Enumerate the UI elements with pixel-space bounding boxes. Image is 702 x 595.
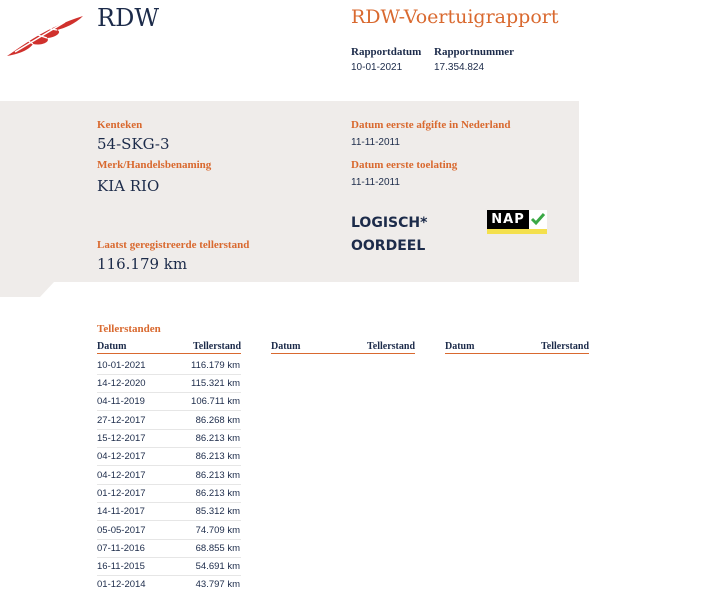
row-km: 86.213 km	[195, 470, 240, 481]
rapportdatum-label: Rapportdatum	[351, 46, 422, 58]
row-km: 68.855 km	[195, 543, 240, 554]
brand-name: RDW	[97, 4, 159, 32]
row-date: 05-05-2017	[97, 525, 146, 536]
row-km: 86.268 km	[195, 415, 240, 426]
row-km: 74.709 km	[195, 525, 240, 536]
tellerstand-label: Laatst geregistreerde tellerstand	[97, 239, 250, 251]
merk-value: KIA RIO	[97, 177, 160, 195]
table-row	[97, 411, 241, 430]
afgifte-label: Datum eerste afgifte in Nederland	[351, 119, 511, 131]
rdw-feather-logo	[5, 14, 85, 58]
nap-check-icon	[529, 210, 547, 229]
col-datum-header: Datum	[271, 341, 301, 352]
row-km: 86.213 km	[195, 488, 240, 499]
oordeel-line2: OORDEEL	[351, 238, 426, 254]
row-date: 14-12-2020	[97, 378, 146, 389]
column-header-3	[445, 341, 589, 354]
col-datum-header: Datum	[97, 341, 127, 352]
table-row	[97, 484, 241, 503]
column-header-1	[97, 341, 241, 354]
oordeel-text	[351, 212, 427, 258]
rapportdatum-value: 10-01-2021	[351, 62, 403, 73]
oordeel-line1: LOGISCH*	[351, 215, 428, 231]
row-date: 04-11-2019	[97, 396, 145, 407]
row-date: 14-11-2017	[97, 506, 145, 517]
toelating-label: Datum eerste toelating	[351, 159, 458, 171]
row-km: 54.691 km	[195, 561, 240, 572]
table-row	[97, 429, 241, 448]
col-tellerstand-header: Tellerstand	[541, 341, 589, 352]
row-km: 43.797 km	[195, 579, 240, 590]
merk-label: Merk/Handelsbenaming	[97, 159, 212, 171]
kenteken-label: Kenteken	[97, 119, 143, 131]
report-title: RDW-Voertuigrapport	[351, 6, 559, 28]
nap-label: NAP	[487, 210, 529, 229]
table-row	[97, 521, 241, 540]
tellerstanden-title: Tellerstanden	[97, 323, 161, 335]
table-row	[97, 447, 241, 466]
row-date: 27-12-2017	[97, 415, 146, 426]
col-datum-header: Datum	[445, 341, 475, 352]
row-km: 85.312 km	[195, 506, 240, 517]
table-row	[97, 374, 241, 393]
table-row	[97, 356, 241, 375]
row-km: 115.321 km	[191, 378, 240, 389]
toelating-value: 11-11-2011	[351, 177, 400, 188]
table-row	[97, 466, 241, 485]
nap-badge	[486, 210, 548, 234]
table-row	[97, 575, 241, 593]
table-row	[97, 392, 241, 411]
row-date: 01-12-2014	[97, 579, 146, 590]
row-date: 10-01-2021	[97, 360, 146, 371]
row-km: 86.213 km	[195, 451, 240, 462]
kenteken-value: 54-SKG-3	[97, 135, 170, 153]
table-row	[97, 539, 241, 558]
column-header-2	[271, 341, 415, 354]
tellerstand-value: 116.179 km	[97, 255, 188, 273]
col-tellerstand-header: Tellerstand	[193, 341, 241, 352]
nap-yellow-bar	[487, 229, 547, 234]
rapportnummer-value: 17.354.824	[434, 62, 485, 73]
row-km: 116.179 km	[191, 360, 240, 371]
row-date: 04-12-2017	[97, 470, 146, 481]
row-date: 15-12-2017	[97, 433, 146, 444]
table-row	[97, 502, 241, 521]
row-date: 04-12-2017	[97, 451, 146, 462]
table-row	[97, 557, 241, 576]
col-tellerstand-header: Tellerstand	[367, 341, 415, 352]
row-date: 16-11-2015	[97, 561, 145, 572]
row-date: 01-12-2017	[97, 488, 146, 499]
row-km: 106.711 km	[191, 396, 240, 407]
afgifte-value: 11-11-2011	[351, 137, 400, 148]
row-km: 86.213 km	[195, 433, 240, 444]
row-date: 07-11-2016	[97, 543, 145, 554]
rapportnummer-label: Rapportnummer	[434, 46, 515, 58]
